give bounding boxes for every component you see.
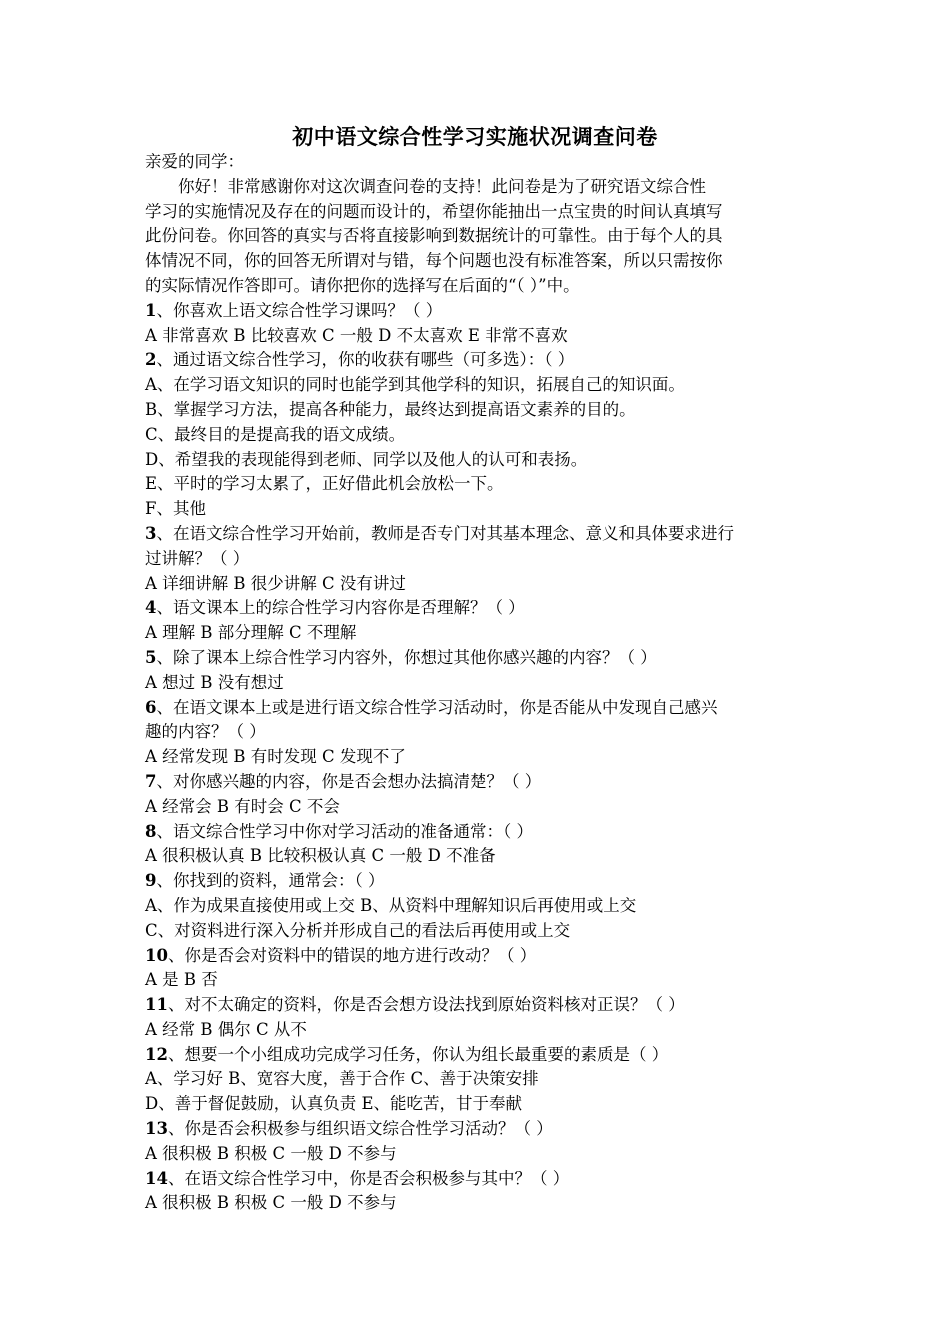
answer-options: A 想过 B 没有想过 [145,672,284,692]
answer-options: B、掌握学习方法，提高各种能力，最终达到提高语文素养的目的。 [145,399,636,419]
answer-options: C、最终目的是提高我的语文成绩。 [145,424,406,444]
question-text [145,993,809,1018]
question-item [145,522,809,596]
answer-options: A 非常喜欢 B 比较喜欢 C 一般 D 不太喜欢 E 非常不喜欢 [145,325,568,345]
answer-options: A 经常发现 B 有时发现 C 发现不了 [145,747,406,767]
question-number: 14 [145,1168,168,1188]
question-prompt: 、除了课本上综合性学习内容外，你想过其他你感兴趣的内容？（ ） [156,647,657,667]
question-item [145,869,809,943]
question-prompt: 、对你感兴趣的内容，你是否会想办法搞清楚？（ ） [156,771,542,791]
question-number: 6 [145,697,157,717]
answer-options: A 很积极 B 积极 C 一般 D 不参与 [145,1143,397,1163]
answer-options: A 很积极 B 积极 C 一般 D 不参与 [145,1193,397,1213]
question-prompt: 、你找到的资料，通常会：（ ） [156,871,385,891]
question-prompt: 、你是否会积极参与组织语文综合性学习活动？（ ） [167,1119,553,1139]
question-text [145,547,809,572]
question-item [145,770,809,820]
answer-options: A 详细讲解 B 很少讲解 C 没有讲过 [145,573,406,593]
question-number: 13 [145,1119,168,1139]
intro-paragraph [145,175,809,299]
question-number: 9 [145,871,157,891]
answer-options: D、希望我的表现能得到老师、同学以及他人的认可和表扬。 [145,449,588,469]
question-item [145,696,809,770]
question-prompt: 趣的内容？（ ） [145,722,266,742]
answer-options: D、善于督促鼓励，认真负责 E、能吃苦，甘于奉献 [145,1094,523,1114]
question-text [145,869,809,894]
greeting: 亲爱的同学： [145,152,244,171]
question-text [145,770,809,795]
question-text [145,646,809,671]
question-number: 3 [145,523,157,543]
question-text [145,720,809,745]
answer-options: F、其他 [145,499,206,519]
question-item [145,993,809,1043]
question-item [145,1117,809,1167]
question-item [145,944,809,994]
questionnaire-body [145,150,809,1216]
answer-options: A 是 B 否 [145,970,218,990]
intro-line: 的实际情况作答即可。请你把你的选择写在后面的“（ ）”中。 [145,275,580,295]
page-title: 初中语文综合性学习实施状况调查问卷 [292,124,658,149]
question-prompt: 、你是否会对资料中的错误的地方进行改动？（ ） [167,945,537,965]
answer-options: A 经常会 B 有时会 C 不会 [145,796,340,816]
question-text [145,696,809,721]
question-number: 8 [145,821,157,841]
question-number: 4 [145,598,157,618]
question-prompt: 、语文综合性学习中你对学习活动的准备通常：（ ） [156,821,533,841]
question-item [145,820,809,870]
question-prompt: 、在语文综合性学习中，你是否会积极参与其中？（ ） [167,1168,570,1188]
question-item [145,596,809,646]
question-item [145,1043,809,1117]
intro-line: 此份问卷。你回答的真实与否将直接影响到数据统计的可靠性。由于每个人的具 [145,226,723,246]
question-list [145,299,809,1216]
answer-options: A、学习好 B、宽容大度，善于合作 C、善于决策安排 [145,1069,539,1089]
question-text [145,348,809,373]
question-item [145,646,809,696]
question-text [145,1043,809,1068]
question-prompt: 、对不太确定的资料，你是否会想方设法找到原始资料核对正误？（ ） [167,995,685,1015]
question-prompt: 、想要一个小组成功完成学习任务，你认为组长最重要的素质是（ ） [167,1044,669,1064]
question-prompt: 、在语文课本上或是进行语文综合性学习活动时，你是否能从中发现自己感兴 [156,697,718,717]
intro-line: 体情况不同，你的回答无所谓对与错，每个问题也没有标准答案，所以只需按你 [145,251,723,271]
question-number: 10 [145,945,168,965]
question-number: 12 [145,1044,168,1064]
question-text [145,820,809,845]
question-number: 2 [145,350,157,370]
answer-options: A、作为成果直接使用或上交 B、从资料中理解知识后再使用或上交 [145,895,637,915]
question-text [145,596,809,621]
answer-options: A 理解 B 部分理解 C 不理解 [145,623,357,643]
question-prompt: 、通过语文综合性学习，你的收获有哪些（可多选）：（ ） [156,350,575,370]
question-prompt: 、在语文综合性学习开始前，教师是否专门对其基本理念、意义和具体要求进行 [156,523,734,543]
question-text [145,944,809,969]
question-item [145,348,809,522]
question-item [145,299,809,349]
answer-options: A 很积极认真 B 比较积极认真 C 一般 D 不准备 [145,846,496,866]
question-number: 5 [145,647,157,667]
question-number: 7 [145,771,157,791]
intro-line: 你好！非常感谢你对这次调查问卷的支持！此问卷是为了研究语文综合性 [178,176,706,196]
question-text [145,1167,809,1192]
question-text [145,299,809,324]
question-prompt: 、你喜欢上语文综合性学习课吗？（ ） [156,300,443,320]
question-text [145,522,809,547]
intro-line: 学习的实施情况及存在的问题而设计的，希望你能抽出一点宝贵的时间认真填写 [145,201,723,221]
answer-options: A 经常 B 偶尔 C 从不 [145,1019,307,1039]
answer-options: C、对资料进行深入分析并形成自己的看法后再使用或上交 [145,920,571,940]
answer-options: E、平时的学习太累了，正好借此机会放松一下。 [145,474,504,494]
answer-options: A、在学习语文知识的同时也能学到其他学科的知识，拓展自己的知识面。 [145,375,685,395]
question-prompt: 、语文课本上的综合性学习内容你是否理解？（ ） [156,598,525,618]
question-text [145,1117,809,1142]
question-number: 11 [145,995,168,1015]
question-prompt: 过讲解？（ ） [145,548,250,568]
question-item [145,1167,809,1217]
question-number: 1 [145,300,157,320]
